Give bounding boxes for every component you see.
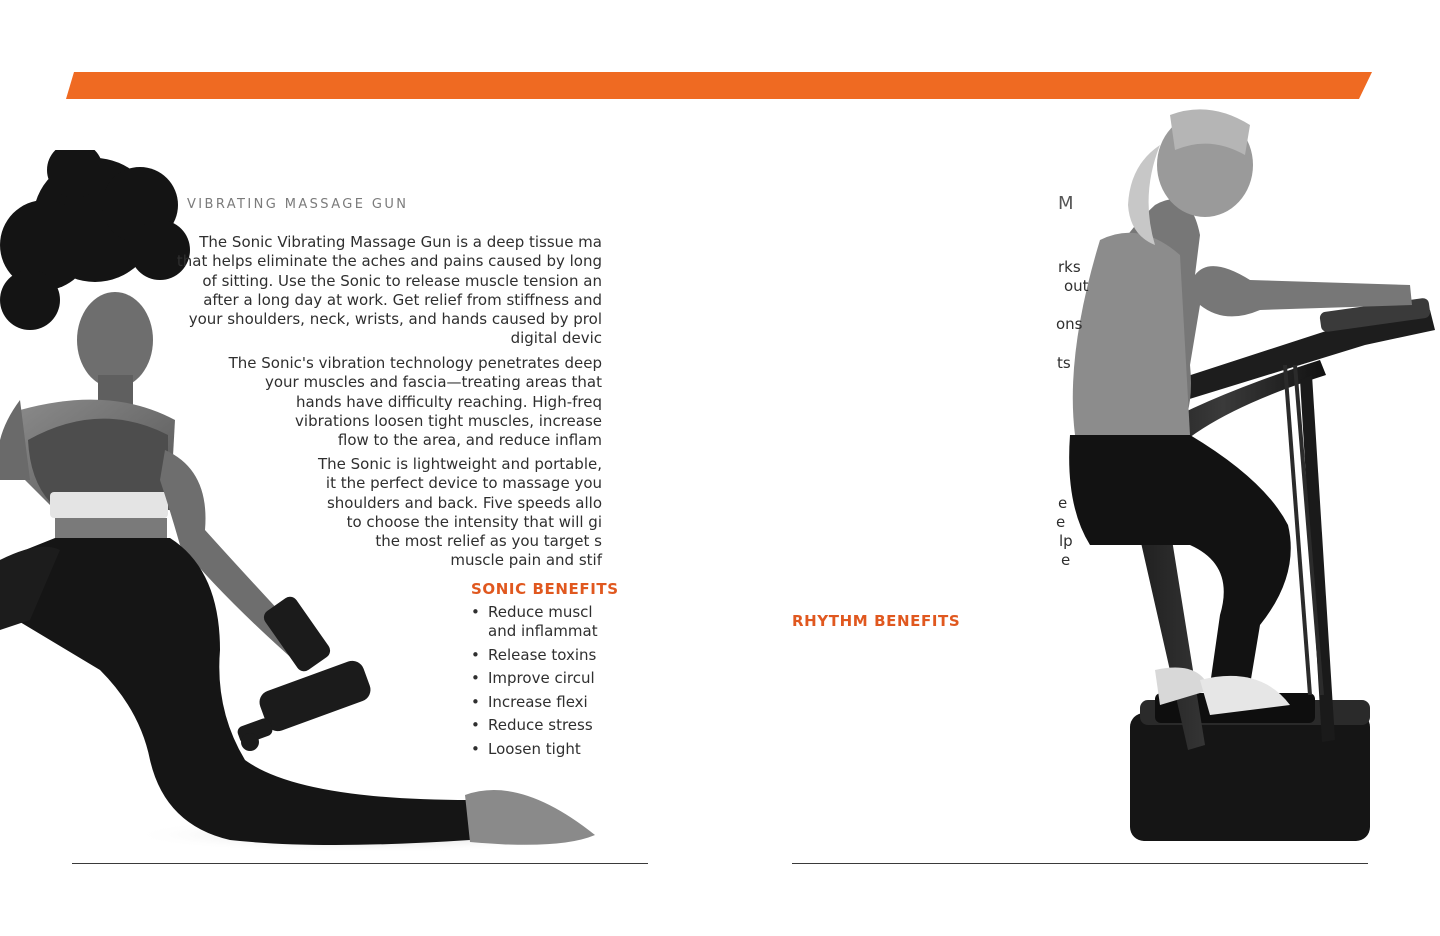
- text-fragment: out: [1064, 277, 1089, 295]
- benefit-text: Improve circul: [488, 669, 595, 687]
- benefit-text: Increase flexi: [488, 692, 588, 711]
- text-fragment: lp: [1059, 532, 1073, 550]
- text-fragment: rks: [1058, 258, 1081, 276]
- paragraph-intro: The Sonic Vibrating Massage Gun is a deep tissue ma that helps eliminate the aches and pains caused by long of sitting. Use the Sonic to release muscle tension an after a long day at work. Get relief from stiffness and your shoulders, neck, wrists, and hands caused by prol digital devic: [176, 233, 602, 348]
- section-kicker: VIBRATING MASSAGE GUN: [187, 197, 409, 212]
- benefit-text: Reduce stress: [488, 716, 593, 734]
- list-item: [471, 693, 621, 712]
- list-item: [471, 669, 621, 688]
- list-item: [471, 603, 621, 641]
- benefit-text: Loosen tight: [488, 739, 581, 758]
- bullet-icon: •: [471, 669, 480, 687]
- benefit-text: Reduce muscl and inflammat: [488, 603, 598, 640]
- orange-banner: [0, 0, 1440, 110]
- bullet-icon: •: [471, 603, 480, 621]
- bullet-icon: •: [471, 716, 480, 734]
- text-fragment: M: [1058, 193, 1074, 214]
- text-fragment: ts: [1057, 354, 1071, 372]
- list-item: [471, 646, 621, 665]
- bullet-icon: •: [471, 739, 480, 758]
- bullet-icon: •: [471, 645, 480, 664]
- rhythm-benefits-heading: RHYTHM BENEFITS: [792, 612, 961, 630]
- bottom-rule-left: [72, 863, 648, 864]
- vibration-platform-photo: [1060, 105, 1440, 850]
- text-fragment: e: [1058, 494, 1068, 512]
- bottom-rule-right: [792, 863, 1368, 864]
- text-fragment: ons: [1056, 315, 1083, 333]
- paragraph-technology: The Sonic's vibration technology penetrates deep your muscles and fascia—treating areas that hands have difficulty reaching. High-freq vibrations loosen tight muscles, increase flow to the area, and reduce inflam: [228, 354, 602, 450]
- list-item: [471, 740, 621, 759]
- sonic-benefits-list: [471, 603, 621, 763]
- text-fragment: e: [1056, 513, 1066, 531]
- list-item: [471, 716, 621, 735]
- paragraph-portability: The Sonic is lightweight and portable, it the perfect device to massage you shoulders and back. Five speeds allo to choose the intensity that will gi the most relief as you target s muscle pain and stif: [317, 455, 602, 570]
- banner-stripe: [66, 72, 1372, 99]
- text-fragment: e: [1061, 551, 1071, 569]
- benefit-text: Release toxins: [488, 645, 597, 664]
- bullet-icon: •: [471, 692, 480, 711]
- sonic-benefits-heading: SONIC BENEFITS: [471, 580, 619, 598]
